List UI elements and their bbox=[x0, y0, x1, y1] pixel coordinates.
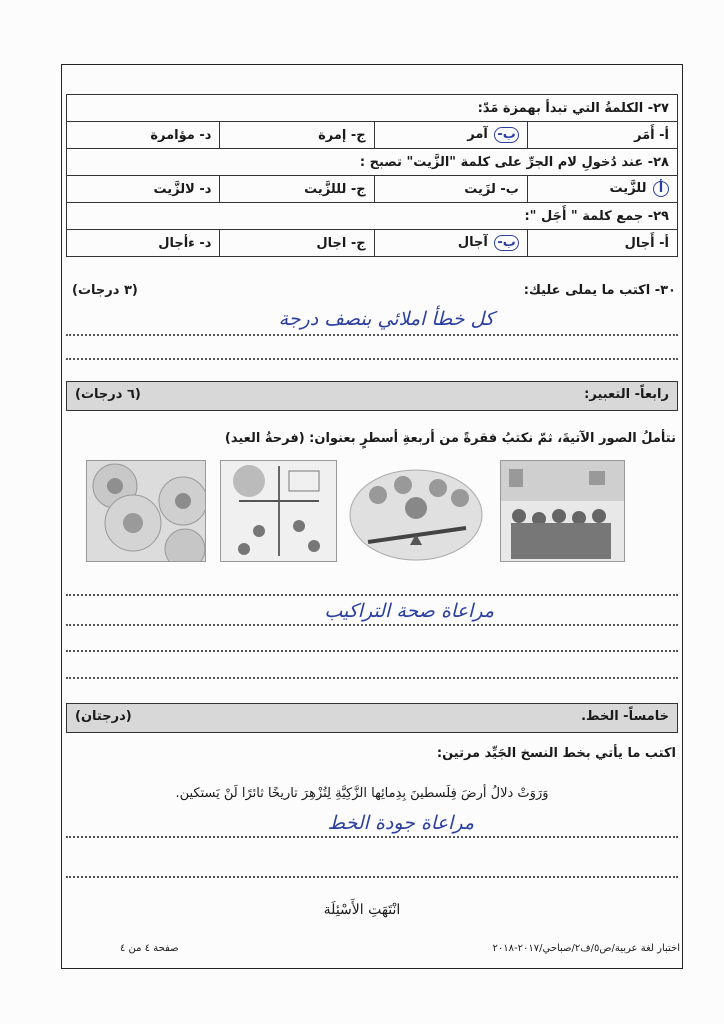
q27-circled-answer: ب- bbox=[494, 127, 518, 143]
image-crowd bbox=[500, 460, 625, 562]
q28-option-a-text: للزَّيت bbox=[609, 181, 647, 196]
section4-line-1[interactable] bbox=[66, 594, 678, 596]
playground-illustration bbox=[220, 461, 336, 562]
q30-handwriting: كل خطأ املائي بنصف درجة bbox=[278, 308, 494, 330]
section5-header bbox=[66, 703, 678, 733]
q29-circled-answer: ب- bbox=[494, 235, 518, 251]
q27-option-b[interactable] bbox=[374, 122, 527, 149]
q29-option-b-text: آجال bbox=[457, 235, 488, 250]
q27-options-row bbox=[67, 122, 678, 149]
footer-exam-info: اختبار لغة عربية/ص٥/ف٢/صباحي/٢٠١٧-٢٠١٨ bbox=[492, 943, 680, 954]
q28-circled-answer: أ bbox=[653, 181, 669, 197]
section5-handwriting: مراعاة جودة الخط bbox=[327, 812, 474, 834]
q27-option-d[interactable]: د- مؤامرة bbox=[67, 122, 220, 149]
section5-instruction: اكتب ما يأتي بخط النسخ الجَيِّد مرتين: bbox=[436, 746, 676, 761]
section4-title: رابعاً- التعبير: bbox=[584, 387, 669, 402]
section5-sentence: وَرَوَتْ دلالُ أرضَ فِلَسطينَ بِدِمائِها الزَّكِيَّةِ لِتُزْهِرَ تاريخًا ثائرًا لَنْ يَستكين. bbox=[175, 786, 549, 801]
section4-line-4[interactable] bbox=[66, 677, 678, 679]
q28-option-a[interactable] bbox=[527, 176, 677, 203]
q29-option-c[interactable]: ج- اجال bbox=[220, 230, 374, 257]
q28-stem: ٢٨- عند دُخولِ لام الجرِّ على كلمة "الزَّيت" تصبح : bbox=[67, 149, 678, 176]
section5-marks: (درجتان) bbox=[75, 709, 132, 724]
q28-option-d[interactable]: د- لالزَّيت bbox=[67, 176, 220, 203]
q30-stem: ٣٠- اكتب ما يملى عليك: bbox=[523, 283, 676, 298]
q27-option-b-text: آمر bbox=[467, 127, 488, 142]
section4-marks: (٦ درجات) bbox=[75, 387, 141, 402]
image-seesaw bbox=[348, 460, 484, 562]
q27-option-a[interactable]: أ- أَمَر bbox=[527, 122, 677, 149]
q27-stem: ٢٧- الكلمةُ التي تبدأ بهمزة مَدّ: bbox=[67, 95, 678, 122]
crowd-illustration bbox=[500, 461, 624, 562]
section5-line-2[interactable] bbox=[66, 876, 678, 878]
q29-option-a[interactable]: أ- أَجال bbox=[527, 230, 677, 257]
mcq-table bbox=[66, 94, 678, 257]
seesaw-illustration bbox=[348, 460, 484, 562]
footer-page-number: صفحة ٤ من ٤ bbox=[120, 943, 179, 954]
q28-options-row bbox=[67, 176, 678, 203]
q28-stem-row bbox=[67, 149, 678, 176]
q27-stem-row bbox=[67, 95, 678, 122]
q28-option-b[interactable]: ب- لزَيت bbox=[374, 176, 527, 203]
q30-line-1[interactable] bbox=[66, 334, 678, 336]
section5-title: خامساً- الخط. bbox=[581, 709, 669, 724]
image-playground bbox=[220, 460, 337, 562]
section5-line-1[interactable] bbox=[66, 836, 678, 838]
q27-option-c[interactable]: ج- إمرة bbox=[220, 122, 374, 149]
section4-instruction: نتأملُ الصور الآتيةَ، ثمّ نكتبُ فقرةً من أربعةِ أسطرٍ بعنوان: (فرحةُ العيد) bbox=[224, 431, 676, 446]
section4-line-3[interactable] bbox=[66, 650, 678, 652]
section4-header bbox=[66, 381, 678, 411]
q29-stem-row bbox=[67, 203, 678, 230]
q30-line-2[interactable] bbox=[66, 358, 678, 360]
end-of-questions: انْتَهَتِ الأَسْئِلَة bbox=[323, 902, 401, 918]
q29-options-row bbox=[67, 230, 678, 257]
q29-option-b[interactable] bbox=[374, 230, 527, 257]
q30-marks: (٣ درجات) bbox=[72, 283, 138, 298]
image-cookies bbox=[86, 460, 206, 562]
q29-option-d[interactable]: د- ءأجال bbox=[67, 230, 220, 257]
q28-option-c[interactable]: ج- لللزَّيت bbox=[220, 176, 374, 203]
cookies-illustration bbox=[86, 461, 205, 562]
q29-stem: ٢٩- جمع كلمة " أَجَل ": bbox=[67, 203, 678, 230]
section4-line-2[interactable] bbox=[66, 624, 678, 626]
section4-handwriting: مراعاة صحة التراكيب bbox=[324, 600, 494, 622]
